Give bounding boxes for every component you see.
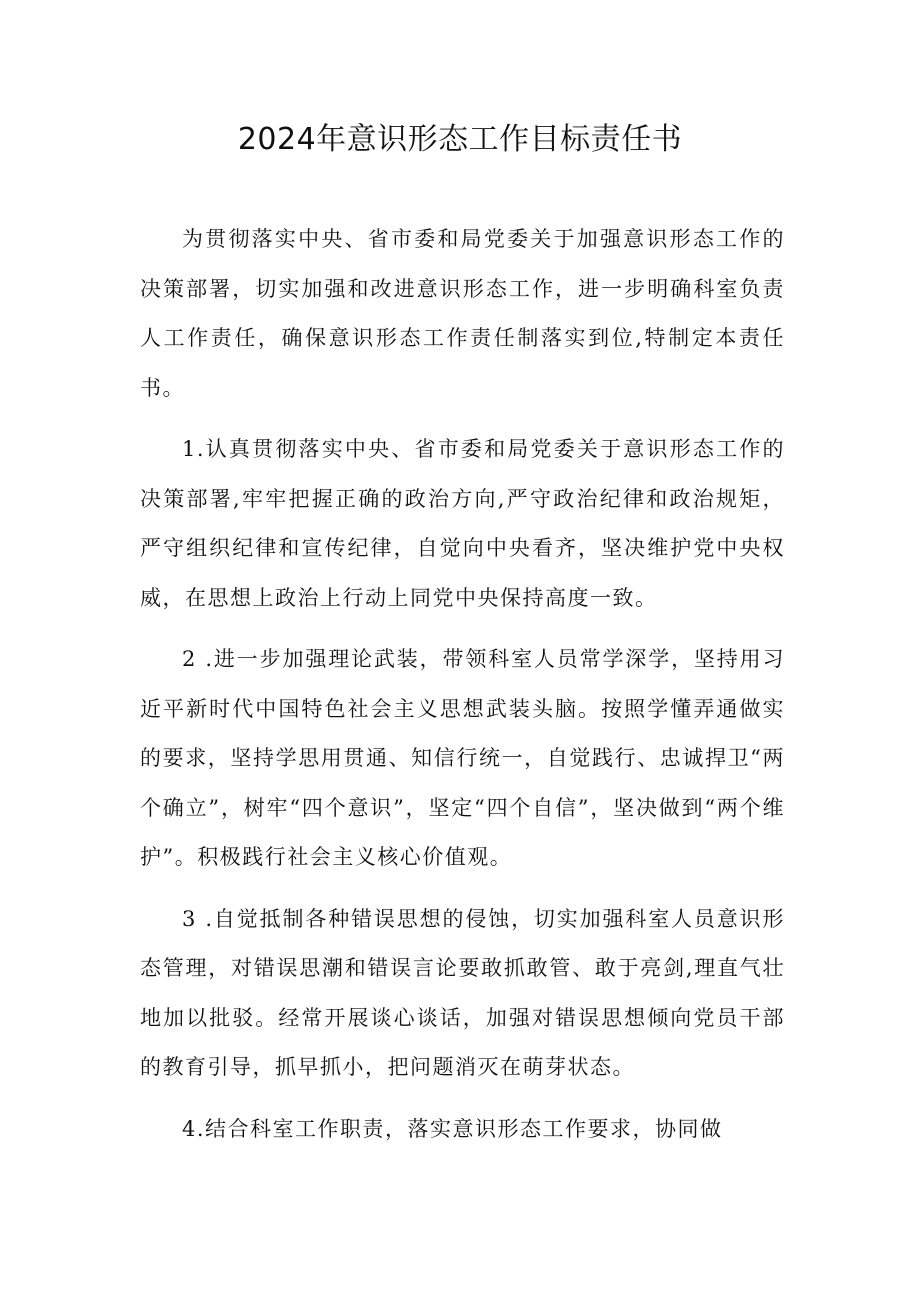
paragraph-item-2: 2 .进一步加强理论武装，带领科室人员常学深学，坚持用习近平新时代中国特色社会主义思想武装头脑。按照学懂弄通做实的要求，坚持学思用贯通、知信行统一，自觉践行、忠诚捍卫“两个确立”，树牢“四个意识”，坚定“四个自信”，坚决做到“两个维护”。积极践行社会主义核心价值观。: [140, 647, 785, 869]
paragraph-intro: 为贯彻落实中央、省市委和局党委关于加强意识形态工作的决策部署，切实加强和改进意识形态工作，进一步明确科室负责人工作责任，确保意识形态工作责任制落实到位,特制定本责任书。: [140, 227, 785, 400]
document-title: 2024年意识形态工作目标责任书: [237, 122, 683, 157]
paragraph-item-3: 3 .自觉抵制各种错误思想的侵蚀，切实加强科室人员意识形态管理，对错误思潮和错误言论要敢抓敢管、敢于亮剑,理直气壮地加以批驳。经常开展谈心谈话，加强对错误思想倾向党员干部的教育引导，抓早抓小，把问题消灭在萌芽状态。: [140, 906, 785, 1079]
paragraph-item-4: 4.结合科室工作职责，落实意识形态工作要求，协同做: [182, 1116, 723, 1141]
document-body: [140, 215, 785, 1166]
paragraph-item-1: 1.认真贯彻落实中央、省市委和局党委关于意识形态工作的决策部署,牢牢把握正确的政治方向,严守政治纪律和政治规矩，严守组织纪律和宣传纪律，自觉向中央看齐，坚决维护党中央权威，在思想上政治上行动上同党中央保持高度一致。: [140, 437, 785, 610]
